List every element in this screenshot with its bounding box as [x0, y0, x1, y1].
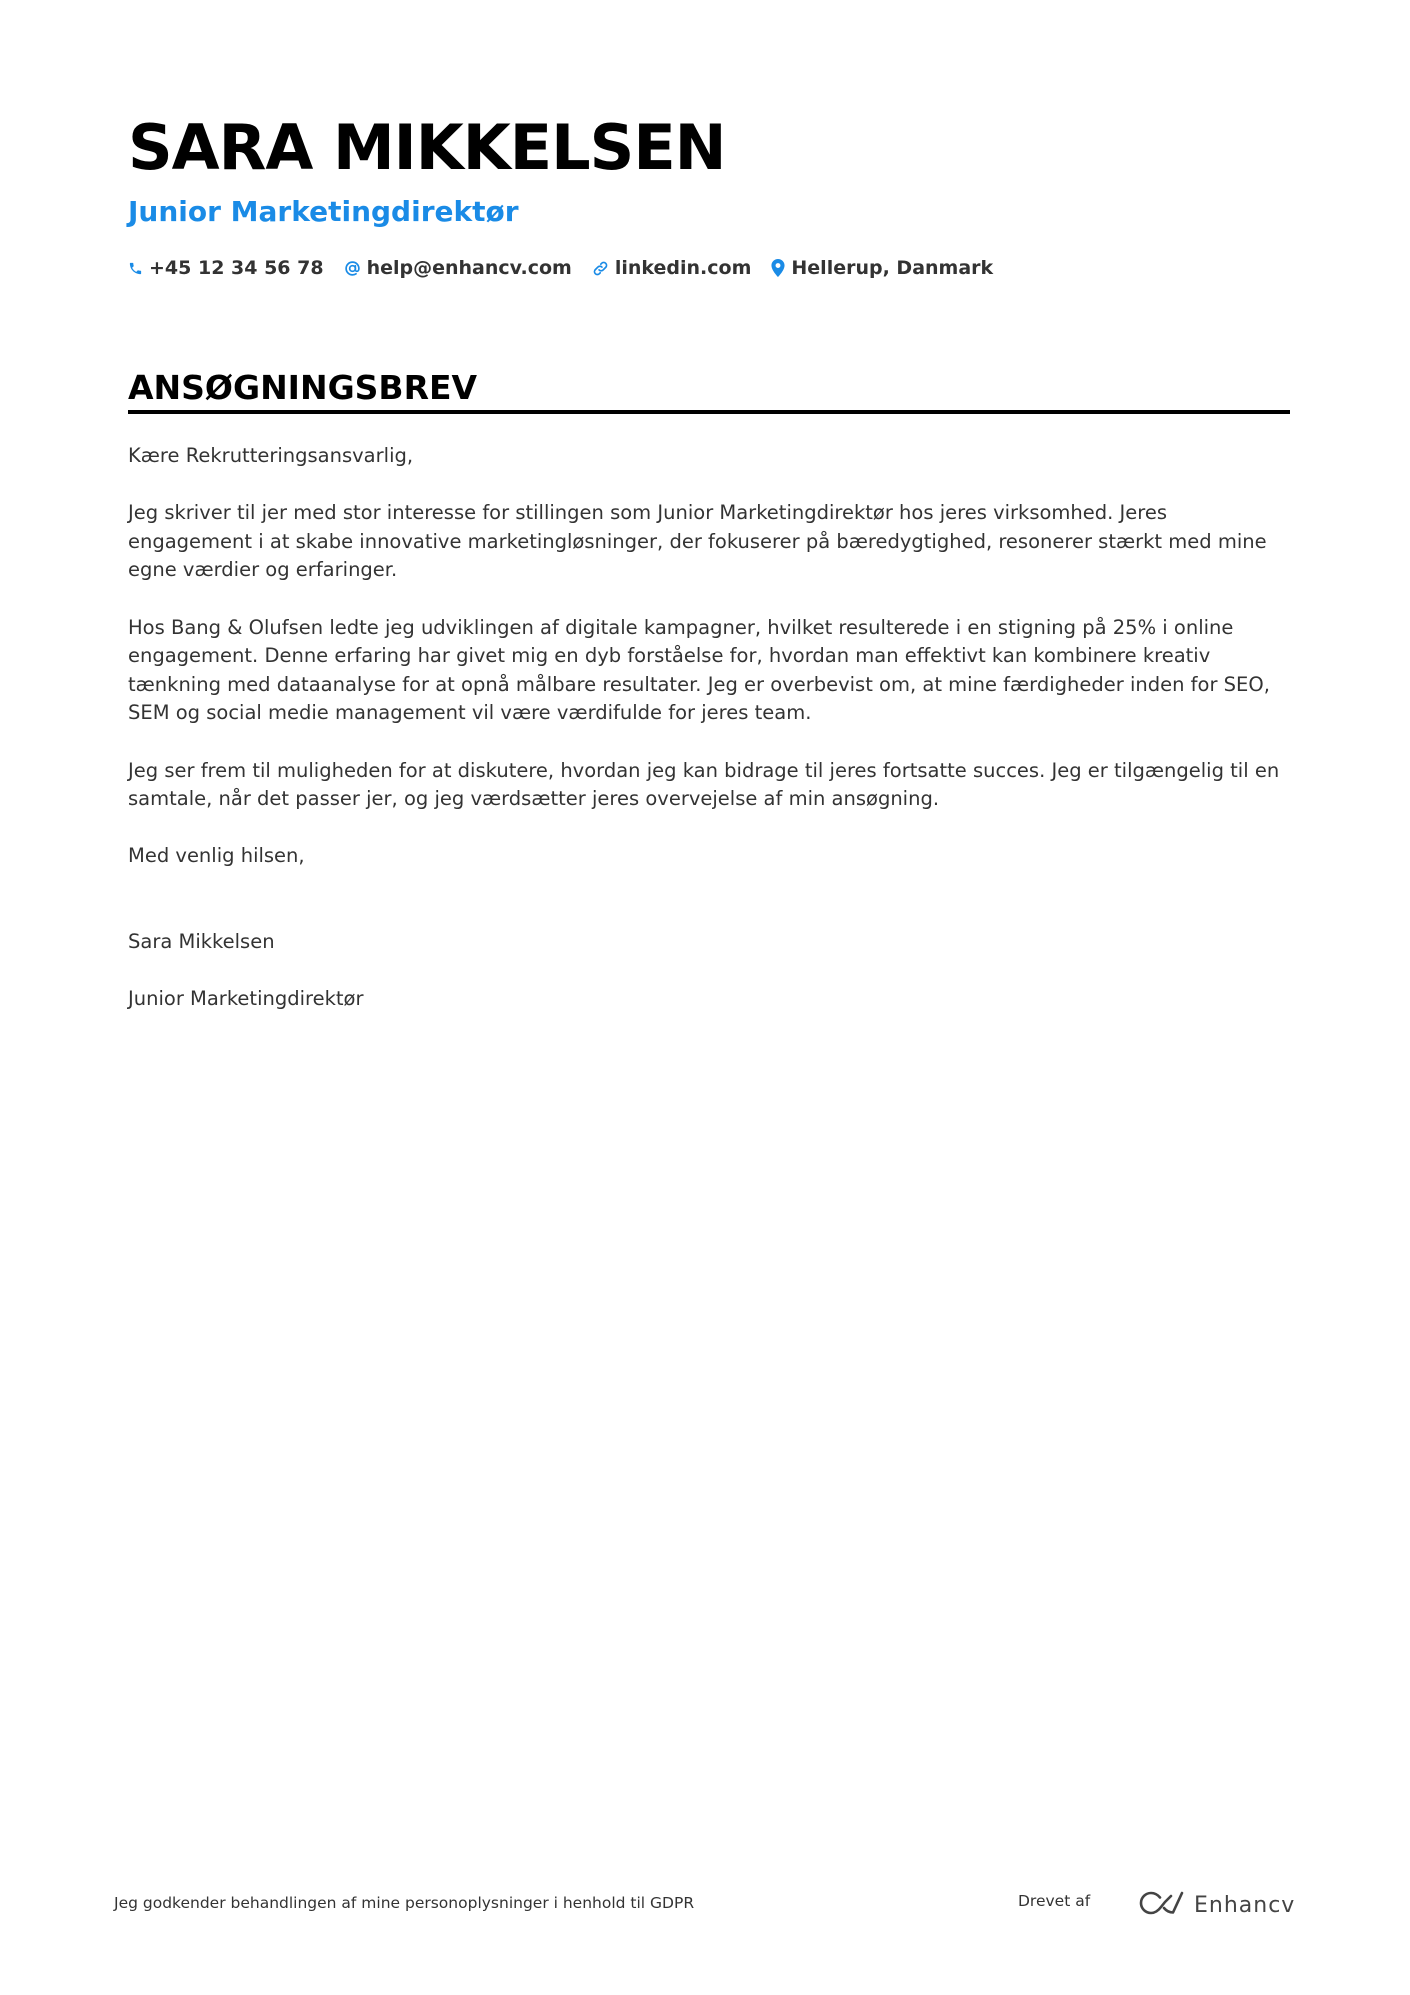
letter-paragraph: Hos Bang & Olufsen ledte jeg udviklingen af digitale kampagner, hvilket resulterede i en stigning på 25% i online engagement. Denne erfaring har givet mig en dyb forståelse for, hvordan man effektivt kan kombinere kreativ tænkning med dataanalyse for at opnå målbare resultater. Jeg er overbevist om, at mine færdigheder inden for SEO, SEM og social medie management vil være værdifulde for jeres team. [128, 615, 1270, 725]
section-divider [128, 410, 1290, 414]
letter-paragraph: Jeg skriver til jer med stor interesse for stillingen som Junior Marketingdirektør hos jeres virksomhed. Jeres engagement i at skabe innovative marketingløsninger, der fokuserer på bæredygtighed, resonerer stærkt med mine egne værdier og erfaringer. [128, 501, 1267, 582]
contact-location [771, 257, 993, 279]
letter-body [128, 442, 1290, 1042]
signature-title: Junior Marketingdirektør [128, 987, 364, 1011]
closing: Med venlig hilsen, [128, 844, 305, 868]
location-text: Hellerup, Danmark [791, 257, 994, 279]
brand-logo[interactable] [1138, 1890, 1295, 1920]
enhancv-logo-icon [1138, 1890, 1186, 1920]
phone-number: +45 12 34 56 78 [149, 257, 324, 279]
contact-email [344, 257, 572, 279]
linkedin-url: linkedin.com [614, 257, 752, 279]
job-title: Junior Marketingdirektør [128, 195, 519, 228]
section-title: ANSØGNINGSBREV [128, 368, 478, 407]
at-icon [344, 260, 361, 277]
contact-phone [128, 257, 324, 279]
applicant-name: SARA MIKKELSEN [128, 111, 726, 184]
gdpr-consent-note: Jeg godkender behandlingen af mine personoplysninger i henhold til GDPR [114, 1894, 695, 1912]
phone-icon [128, 261, 143, 276]
letter-paragraph: Jeg ser frem til muligheden for at diskutere, hvordan jeg kan bidrage til jeres fortsatte succes. Jeg er tilgængelig til en samtale, når det passer jer, og jeg værdsætter jeres overvejelse af min ansøgning. [128, 758, 1280, 811]
location-pin-icon [771, 259, 785, 277]
email-address: help@enhancv.com [366, 257, 572, 279]
contact-info [128, 252, 993, 284]
brand-name: Enhancv [1194, 1892, 1296, 1918]
contact-linkedin [592, 257, 752, 279]
signature-name: Sara Mikkelsen [128, 929, 275, 953]
link-icon [592, 260, 609, 277]
salutation: Kære Rekrutteringsansvarlig, [128, 444, 414, 467]
powered-by-label: Drevet af [1018, 1892, 1091, 1910]
